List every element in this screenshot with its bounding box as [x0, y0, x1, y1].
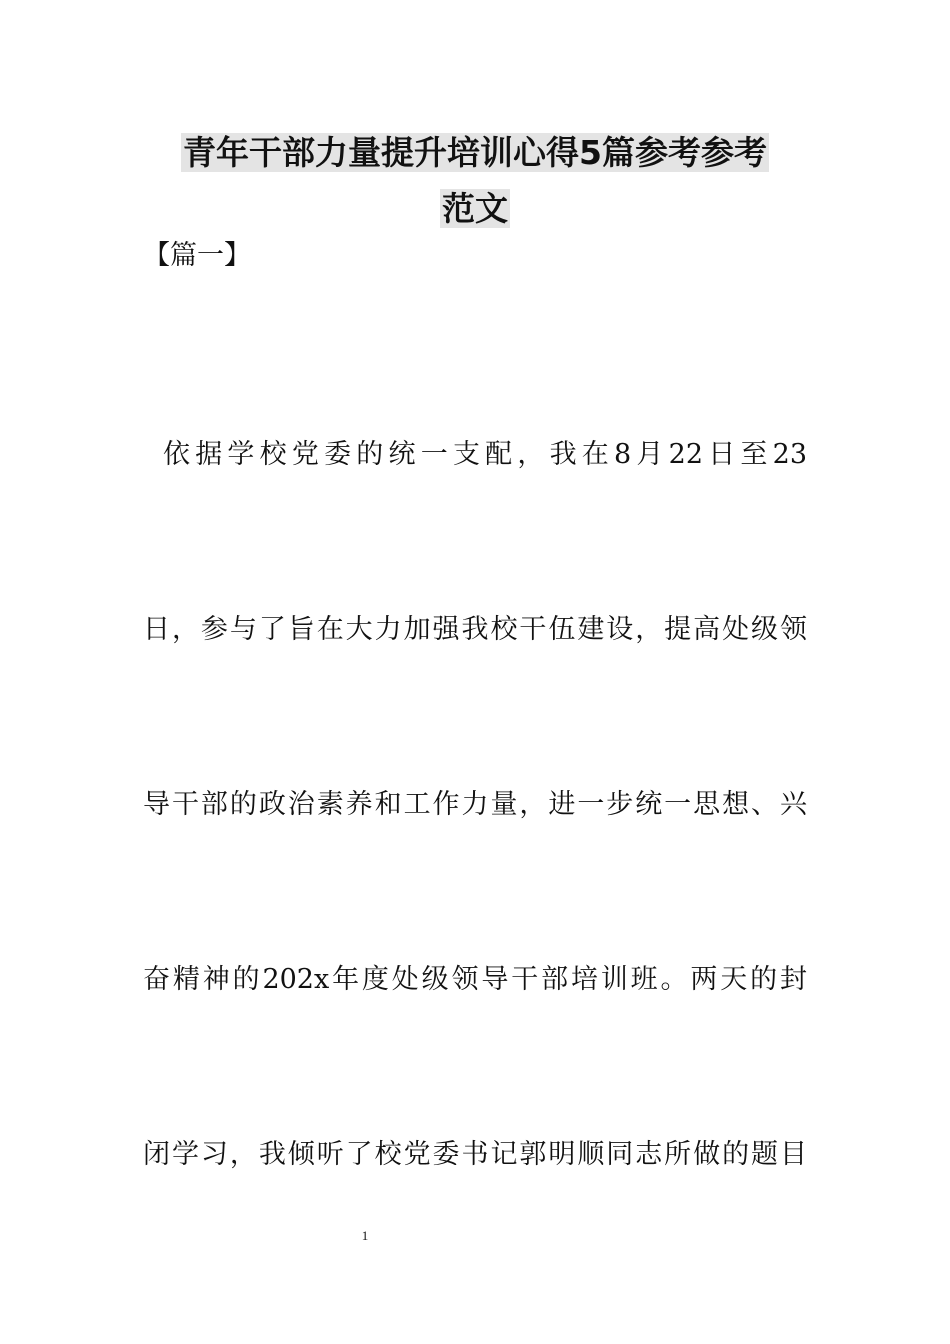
document-title-line-1 — [0, 131, 950, 175]
document-title-text-1: 青年干部力量提升培训心得5篇参考参考 — [183, 133, 767, 172]
document-title-text-2: 范文 — [442, 189, 508, 228]
body-line-4: 奋精神的202x年度处级领导干部培训班。两天的封 — [143, 964, 807, 995]
body-line-2: 日，参与了旨在大力加强我校干伍建设，提高处级领 — [143, 614, 807, 645]
document-title-line-2 — [0, 187, 950, 231]
body-line-1: 依据学校党委的统一支配，我在8月22日至23 — [163, 439, 807, 470]
body-line-5: 闭学习，我倾听了校党委书记郭明顺同志所做的题目 — [143, 1139, 807, 1170]
section-heading: 【篇一】 — [143, 240, 251, 271]
page-number: 1 — [361, 1228, 369, 1243]
body-line-3: 导干部的政治素养和工作力量，进一步统一思想、兴 — [143, 789, 807, 820]
